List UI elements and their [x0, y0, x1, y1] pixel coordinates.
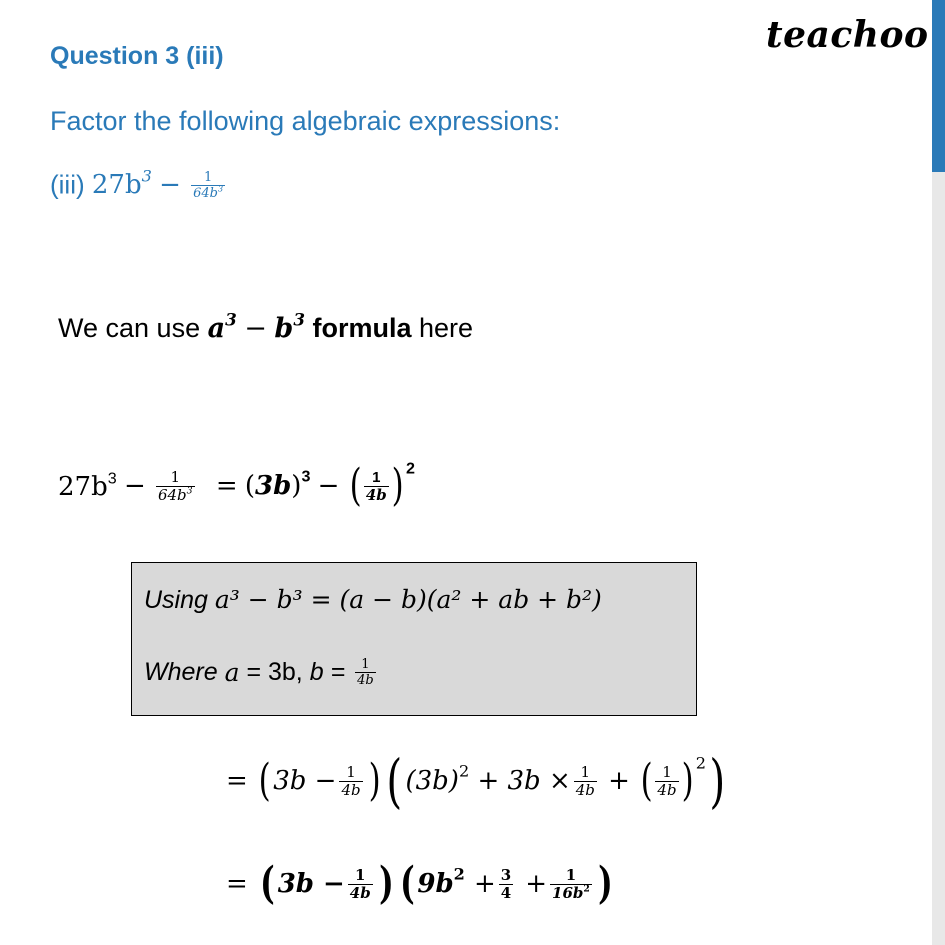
question-title: Question 3 (iii) — [50, 42, 224, 70]
step2-equation: = (3b − $\frac{1}{4b}$ ) ( $(3b)^2 + 3b$ × $\frac{1}{4b}$ + ( $\frac{1}{4b}$ ) $^2$) — [226, 747, 726, 815]
expr-lead: $27b^3$ — [91, 166, 152, 201]
formula-line2: Where a = 3b, b = $\frac{1}{4b}$ — [144, 657, 374, 688]
formula-box — [131, 562, 697, 716]
question-expression: (iii) $27b^3$ − $\frac{1}{64b^3}$ — [50, 166, 224, 201]
formula-line1: Using a³ − b³ = (a − b)(a² + ab + b²) — [144, 585, 602, 614]
question-instruction: Factor the following algebraic expressions: — [50, 106, 561, 136]
intro-line: We can use $a^3 - b^3$ formula here — [58, 309, 474, 344]
part-label: (iii) — [50, 169, 85, 200]
teachoo-logo: teachoo — [766, 14, 929, 56]
step3-equation: = ( 3b − $\frac{1}{4b}$ ) ( $9b^2$ + $\frac{3}{4}$ + $\frac{1}{16b^2}$ ) — [226, 858, 613, 909]
scrollbar-thumb[interactable] — [932, 0, 945, 172]
step1-equation: $27b^3$ − $\frac{1}{64b^3}$ = $(3b)^3$ − ( $\frac{1}{4b}$ ) $^2$ — [58, 459, 415, 511]
expr-fraction: $\frac{1}{64b^3}$ — [193, 169, 224, 201]
